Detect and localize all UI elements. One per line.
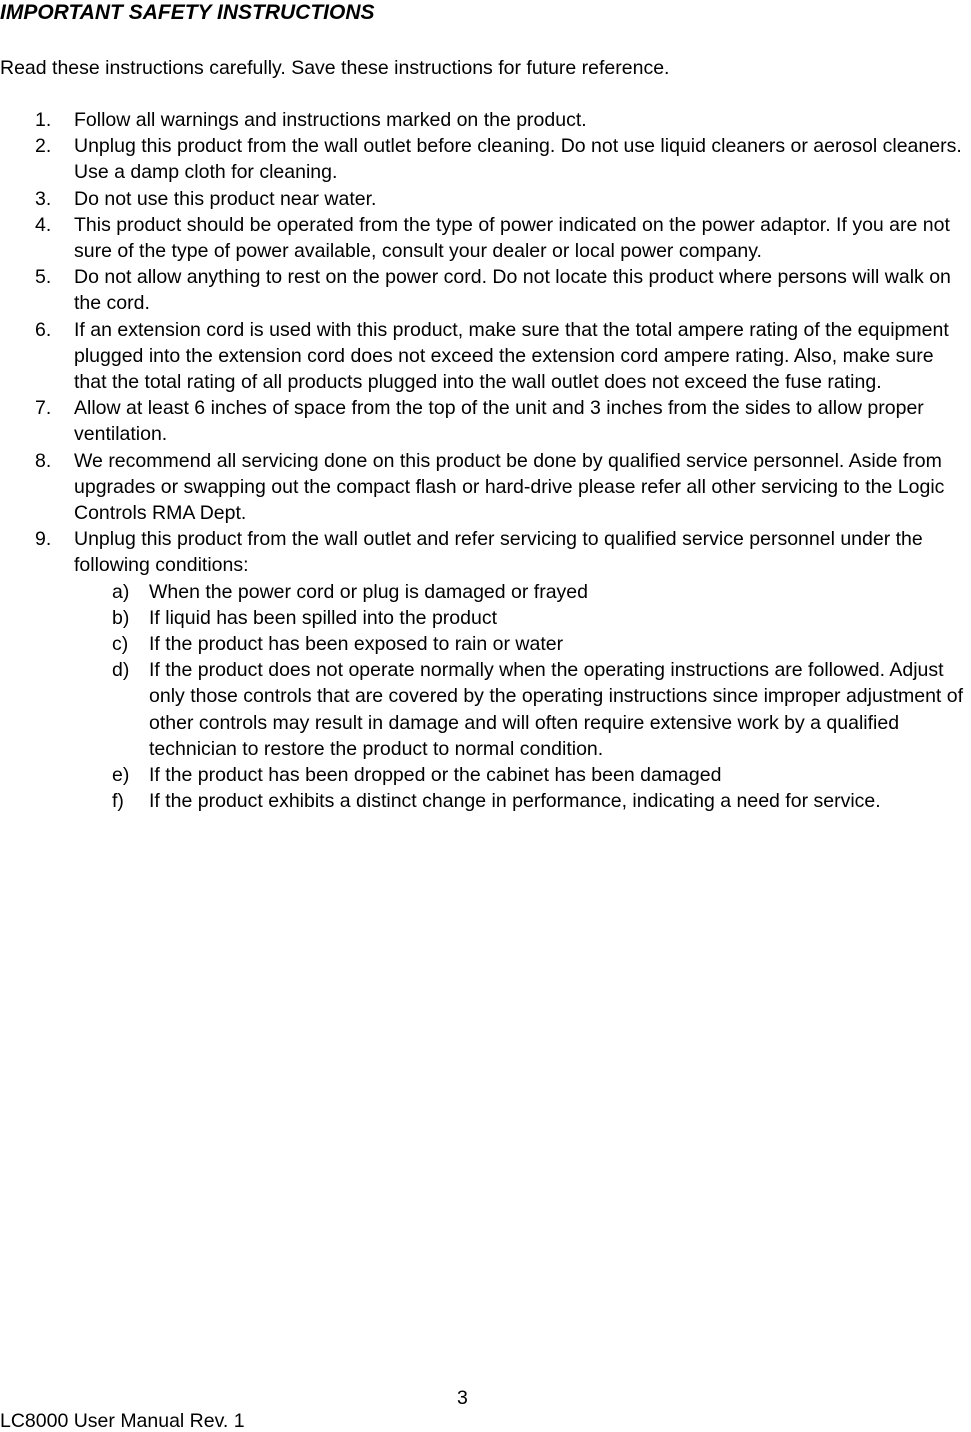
sublist-item-text: When the power cord or plug is damaged or frayed bbox=[149, 580, 588, 603]
list-item-text: Unplug this product from the wall outlet and refer servicing to qualified service personnel under the following conditions: bbox=[74, 528, 923, 577]
list-item bbox=[0, 107, 971, 133]
list-item-number: 1. bbox=[35, 109, 52, 131]
list-item bbox=[0, 395, 971, 447]
list-item-number: 8. bbox=[35, 449, 52, 472]
sublist-item-text: If the product does not operate normally when the operating instructions are followed. Adjust only those controls that are covered by the operating instructions since improper adjustment of other controls may result in damage and will often require extensive work by a qualified technician to restore the product to normal condition. bbox=[149, 659, 964, 760]
sublist-item-text: If the product has been exposed to rain or water bbox=[149, 633, 564, 656]
sublist-item bbox=[74, 788, 971, 814]
sublist-item-letter: c) bbox=[112, 633, 129, 656]
list-item-text: Unplug this product from the wall outlet before cleaning. Do not use liquid cleaners or aerosol cleaners. Use a damp cloth for cleaning. bbox=[74, 135, 962, 184]
list-item-number: 9. bbox=[35, 528, 52, 551]
sublist-item-letter: b) bbox=[112, 606, 130, 629]
sublist-item bbox=[74, 762, 971, 788]
sublist-item-letter: f) bbox=[112, 790, 124, 813]
sublist-item-text: If liquid has been spilled into the product bbox=[149, 606, 497, 629]
sublist-item bbox=[74, 631, 971, 657]
list-item-text: If an extension cord is used with this product, make sure that the total ampere rating of the equipment plugged into the extension cord does not exceed the extension cord ampere rating. Also, make sure that the total rating of all products plugged into the wall outlet does not exceed the fuse rating. bbox=[74, 318, 949, 394]
page-title: IMPORTANT SAFETY INSTRUCTIONS bbox=[0, 1, 375, 24]
list-item-text: Do not allow anything to rest on the power cord. Do not locate this product where persons will walk on the cord. bbox=[74, 266, 951, 315]
sublist-item bbox=[74, 605, 971, 631]
list-item-text: We recommend all servicing done on this product be done by qualified service personnel. Aside from upgrades or swapping out the compact flash or hard-drive please refer all other servicing to the Logic Controls RMA Dept. bbox=[74, 449, 945, 525]
page-number: 3 bbox=[457, 1387, 468, 1409]
list-item-number: 4. bbox=[35, 213, 52, 236]
list-item bbox=[0, 317, 971, 396]
list-item-number: 7. bbox=[35, 397, 52, 420]
list-item-number: 6. bbox=[35, 318, 52, 341]
list-item-text: This product should be operated from the type of power indicated on the power adaptor. If you are not sure of the type of power available, consult your dealer or local power company. bbox=[74, 213, 950, 263]
list-item-number: 3. bbox=[35, 187, 52, 210]
list-item bbox=[0, 133, 971, 185]
list-item bbox=[0, 264, 971, 316]
sublist-item-text: If the product has been dropped or the cabinet has been damaged bbox=[149, 764, 722, 787]
intro-text: Read these instructions carefully. Save these instructions for future reference. bbox=[0, 57, 670, 79]
list-item-text: Follow all warnings and instructions marked on the product. bbox=[74, 109, 587, 131]
sublist-item-text: If the product exhibits a distinct change in performance, indicating a need for service. bbox=[149, 790, 881, 813]
list-item bbox=[0, 448, 971, 527]
sublist-item bbox=[74, 657, 971, 762]
sublist-item-letter: a) bbox=[112, 580, 130, 603]
list-item-number: 5. bbox=[35, 266, 52, 289]
list-item bbox=[0, 526, 971, 814]
instructions-list bbox=[0, 107, 971, 814]
conditions-sublist bbox=[74, 579, 971, 815]
list-item-number: 2. bbox=[35, 135, 52, 158]
sublist-item-letter: d) bbox=[112, 659, 130, 682]
sublist-item-letter: e) bbox=[112, 764, 130, 787]
sublist-item bbox=[74, 579, 971, 605]
list-item-text: Allow at least 6 inches of space from the top of the unit and 3 inches from the sides to allow proper ventilation. bbox=[74, 397, 924, 446]
list-item bbox=[0, 186, 971, 212]
list-item bbox=[0, 212, 971, 264]
footer-manual-title: LC8000 User Manual Rev. 1 bbox=[0, 1410, 245, 1432]
list-item-text: Do not use this product near water. bbox=[74, 187, 377, 210]
